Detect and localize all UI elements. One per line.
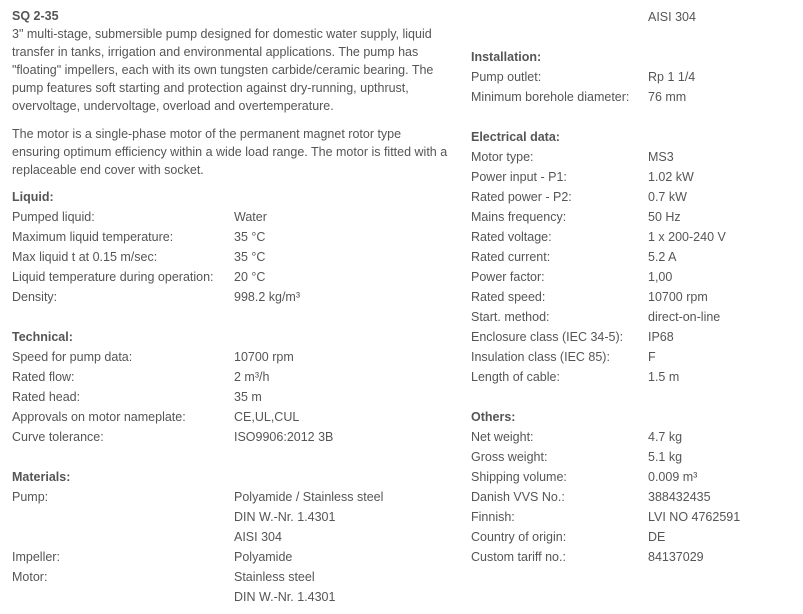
- spec-label: Rated speed:: [471, 290, 546, 304]
- spec-value: F: [648, 350, 656, 364]
- spec-value: 84137029: [648, 550, 704, 564]
- spec-value: 35 °C: [234, 250, 266, 264]
- spec-value: 10700 rpm: [648, 290, 708, 304]
- spec-label: Impeller:: [12, 550, 60, 564]
- others-heading: Others:: [471, 410, 516, 424]
- spec-label: Max liquid t at 0.15 m/sec:: [12, 250, 158, 264]
- spec-value: 35 m: [234, 390, 262, 404]
- installation-heading: Installation:: [471, 50, 542, 64]
- spec-label: Rated current:: [471, 250, 551, 264]
- spec-value: CE,UL,CUL: [234, 410, 300, 424]
- spec-value: AISI 304: [234, 530, 282, 544]
- spec-value: Rp 1 1/4: [648, 70, 696, 84]
- spec-label: Country of origin:: [471, 530, 567, 544]
- electrical-heading: Electrical data:: [471, 130, 560, 144]
- spec-label: Power factor:: [471, 270, 545, 284]
- spec-label: Danish VVS No.:: [471, 490, 565, 504]
- spec-value: 0.009 m³: [648, 470, 698, 484]
- spec-value: DIN W.-Nr. 1.4301: [234, 590, 336, 604]
- spec-value: 388432435: [648, 490, 711, 504]
- spec-label: Power input - P1:: [471, 170, 567, 184]
- spec-value: 1 x 200-240 V: [648, 230, 726, 244]
- spec-value: 998.2 kg/m³: [234, 290, 301, 304]
- spec-value: 4.7 kg: [648, 430, 683, 444]
- spec-value: Water: [234, 210, 267, 224]
- spec-label: Approvals on motor nameplate:: [12, 410, 186, 424]
- materials-heading: Materials:: [12, 470, 71, 484]
- spec-value: 76 mm: [648, 90, 687, 104]
- product-description: 3" multi-stage, submersible pump designed for domestic water supply, liquid transfer in tanks, irrigation and environmental applications. The pump has "floating" impellers, each with its own tungsten carbide/ceramic bearing. The pump features soft starting and protection against dry-running, upthrust, overvoltage, undervoltage, overload and overtemperature.: [12, 27, 434, 113]
- spec-value: direct-on-line: [648, 310, 721, 324]
- spec-value: 35 °C: [234, 230, 266, 244]
- spec-label: Pump outlet:: [471, 70, 542, 84]
- spec-label: Speed for pump data:: [12, 350, 133, 364]
- spec-value: 50 Hz: [648, 210, 681, 224]
- spec-label: Maximum liquid temperature:: [12, 230, 174, 244]
- spec-value: 5.2 A: [648, 250, 677, 264]
- spec-value: 0.7 kW: [648, 190, 687, 204]
- spec-value: AISI 304: [648, 10, 696, 24]
- spec-value: Polyamide / Stainless steel: [234, 490, 384, 504]
- spec-label: Length of cable:: [471, 370, 560, 384]
- spec-value: DIN W.-Nr. 1.4301: [234, 510, 336, 524]
- spec-value: Stainless steel: [234, 570, 315, 584]
- spec-label: Custom tariff no.:: [471, 550, 566, 564]
- spec-label: Rated power - P2:: [471, 190, 572, 204]
- spec-label: Start. method:: [471, 310, 550, 324]
- spec-label: Gross weight:: [471, 450, 548, 464]
- spec-label: Net weight:: [471, 430, 534, 444]
- spec-value: 1,00: [648, 270, 673, 284]
- spec-label: Motor:: [12, 570, 48, 584]
- spec-label: Motor type:: [471, 150, 534, 164]
- spec-value: LVI NO 4762591: [648, 510, 741, 524]
- technical-heading: Technical:: [12, 330, 73, 344]
- spec-label: Liquid temperature during operation:: [12, 270, 214, 284]
- spec-value: IP68: [648, 330, 674, 344]
- spec-label: Pump:: [12, 490, 49, 504]
- spec-value: 5.1 kg: [648, 450, 683, 464]
- motor-description: The motor is a single-phase motor of the permanent magnet rotor type ensuring optimum efficiency within a wide load range. The motor is fitted with a replaceable end cover with socket.: [12, 127, 448, 177]
- spec-label: Rated flow:: [12, 370, 75, 384]
- spec-value: ISO9906:2012 3B: [234, 430, 334, 444]
- spec-label: Density:: [12, 290, 58, 304]
- product-title: SQ 2-35: [12, 9, 59, 23]
- spec-value: 20 °C: [234, 270, 266, 284]
- spec-value: Polyamide: [234, 550, 293, 564]
- spec-label: Minimum borehole diameter:: [471, 90, 630, 104]
- spec-label: Rated voltage:: [471, 230, 552, 244]
- spec-value: 2 m³/h: [234, 370, 270, 384]
- liquid-heading: Liquid:: [12, 190, 54, 204]
- spec-label: Mains frequency:: [471, 210, 567, 224]
- spec-label: Finnish:: [471, 510, 515, 524]
- spec-label: Curve tolerance:: [12, 430, 104, 444]
- spec-value: MS3: [648, 150, 674, 164]
- spec-value: DE: [648, 530, 666, 544]
- spec-label: Rated head:: [12, 390, 81, 404]
- spec-label: Insulation class (IEC 85):: [471, 350, 610, 364]
- spec-label: Shipping volume:: [471, 470, 567, 484]
- spec-label: Enclosure class (IEC 34-5):: [471, 330, 624, 344]
- spec-value: 1.5 m: [648, 370, 680, 384]
- spec-value: 1.02 kW: [648, 170, 694, 184]
- spec-label: Pumped liquid:: [12, 210, 95, 224]
- spec-value: 10700 rpm: [234, 350, 294, 364]
